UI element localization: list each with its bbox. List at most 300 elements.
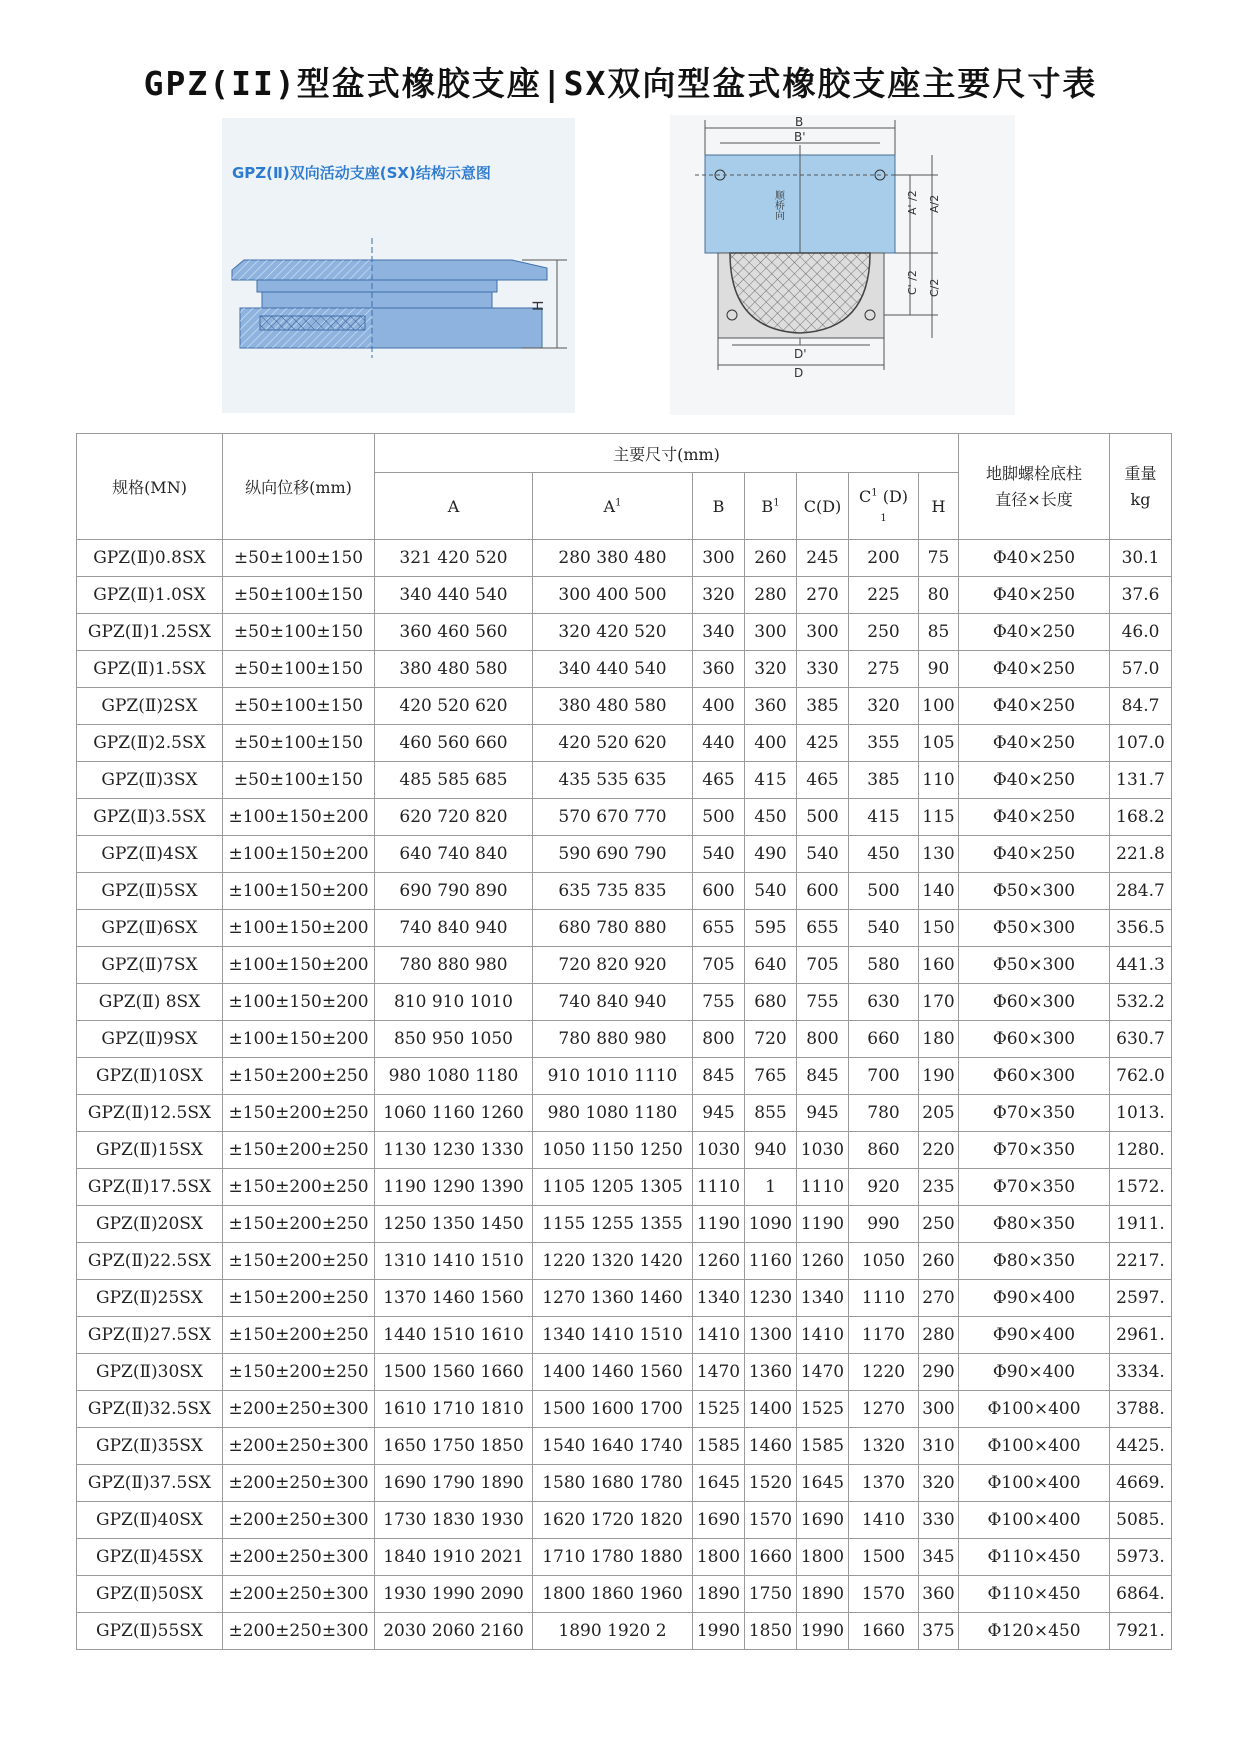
cell-a1: 1155 1255 1355 (533, 1206, 693, 1243)
cell-spec: GPZ(Ⅱ)4SX (77, 836, 223, 873)
cell-c1: 580 (849, 947, 919, 984)
cell-anchor-bolt: Φ40×250 (959, 688, 1110, 725)
cell-h: 110 (919, 762, 959, 799)
table-row (77, 540, 1172, 577)
cell-spec: GPZ(Ⅱ)6SX (77, 910, 223, 947)
cell-cd: 1800 (797, 1539, 849, 1576)
cell-cd: 1890 (797, 1576, 849, 1613)
cell-spec: GPZ(Ⅱ)9SX (77, 1021, 223, 1058)
header-c1-paren: (D) (882, 487, 909, 506)
cell-weight: 630.7 (1110, 1021, 1172, 1058)
cell-spec: GPZ(Ⅱ)22.5SX (77, 1243, 223, 1280)
cell-a: 1650 1750 1850 (375, 1428, 533, 1465)
cell-h: 310 (919, 1428, 959, 1465)
cell-displacement: ±200±250±300 (223, 1428, 375, 1465)
cell-c1: 1170 (849, 1317, 919, 1354)
table-row (77, 1206, 1172, 1243)
cell-cd: 1645 (797, 1465, 849, 1502)
cell-anchor-bolt: Φ50×300 (959, 910, 1110, 947)
header-b1 (745, 473, 797, 540)
cell-b1: 1360 (745, 1354, 797, 1391)
cell-anchor-bolt: Φ70×350 (959, 1169, 1110, 1206)
structure-diagram (222, 118, 575, 413)
cell-spec: GPZ(Ⅱ)10SX (77, 1058, 223, 1095)
table-row (77, 1354, 1172, 1391)
dim-c1-label: C' /2 (906, 270, 919, 295)
cell-cd: 425 (797, 725, 849, 762)
cell-c1: 630 (849, 984, 919, 1021)
cell-a1: 590 690 790 (533, 836, 693, 873)
dim-b1-label: B' (794, 130, 806, 144)
cell-c1: 1370 (849, 1465, 919, 1502)
cell-c1: 660 (849, 1021, 919, 1058)
header-a1-sup: 1 (615, 497, 622, 509)
table-row (77, 1465, 1172, 1502)
cell-a1: 1540 1640 1740 (533, 1428, 693, 1465)
cell-displacement: ±150±200±250 (223, 1243, 375, 1280)
cell-spec: GPZ(Ⅱ)1.0SX (77, 577, 223, 614)
dim-d1-label: D' (794, 347, 807, 361)
cell-spec: GPZ(Ⅱ)30SX (77, 1354, 223, 1391)
cell-spec: GPZ(Ⅱ)3.5SX (77, 799, 223, 836)
cell-c1: 1270 (849, 1391, 919, 1428)
cell-h: 160 (919, 947, 959, 984)
cell-displacement: ±150±200±250 (223, 1280, 375, 1317)
cell-c1: 355 (849, 725, 919, 762)
cell-displacement: ±200±250±300 (223, 1391, 375, 1428)
cell-c1: 250 (849, 614, 919, 651)
cell-h: 205 (919, 1095, 959, 1132)
header-b1-text: B (761, 496, 774, 516)
cell-c1: 1500 (849, 1539, 919, 1576)
dim-d-label: D (794, 366, 804, 380)
cell-b: 755 (693, 984, 745, 1021)
cell-a: 460 560 660 (375, 725, 533, 762)
table-row (77, 910, 1172, 947)
cell-a: 1930 1990 2090 (375, 1576, 533, 1613)
cell-b1: 1750 (745, 1576, 797, 1613)
cell-spec: GPZ(Ⅱ)55SX (77, 1613, 223, 1650)
cell-a: 340 440 540 (375, 577, 533, 614)
cell-displacement: ±200±250±300 (223, 1465, 375, 1502)
cell-displacement: ±100±150±200 (223, 1021, 375, 1058)
cell-weight: 2217. (1110, 1243, 1172, 1280)
direction-label: 顺桥向 (772, 190, 784, 220)
cell-b1: 855 (745, 1095, 797, 1132)
cell-a1: 420 520 620 (533, 725, 693, 762)
cell-a: 1730 1830 1930 (375, 1502, 533, 1539)
cell-weight: 30.1 (1110, 540, 1172, 577)
table-row (77, 1280, 1172, 1317)
cell-displacement: ±50±100±150 (223, 540, 375, 577)
cell-anchor-bolt: Φ90×400 (959, 1280, 1110, 1317)
header-weight-line1: 重量 (1124, 463, 1157, 483)
cell-spec: GPZ(Ⅱ)1.25SX (77, 614, 223, 651)
cell-a: 1610 1710 1810 (375, 1391, 533, 1428)
cell-anchor-bolt: Φ40×250 (959, 836, 1110, 873)
cell-displacement: ±150±200±250 (223, 1058, 375, 1095)
cell-displacement: ±50±100±150 (223, 762, 375, 799)
cell-b1: 1230 (745, 1280, 797, 1317)
cell-cd: 845 (797, 1058, 849, 1095)
cell-cd: 270 (797, 577, 849, 614)
cell-a: 980 1080 1180 (375, 1058, 533, 1095)
cell-b1: 280 (745, 577, 797, 614)
cell-c1: 1050 (849, 1243, 919, 1280)
table-row (77, 688, 1172, 725)
header-h: H (919, 473, 959, 540)
cell-c1: 860 (849, 1132, 919, 1169)
cell-h: 330 (919, 1502, 959, 1539)
cell-a1: 1400 1460 1560 (533, 1354, 693, 1391)
cell-h: 320 (919, 1465, 959, 1502)
cell-h: 300 (919, 1391, 959, 1428)
cell-b1: 640 (745, 947, 797, 984)
cell-b: 400 (693, 688, 745, 725)
cell-a1: 680 780 880 (533, 910, 693, 947)
cell-a: 740 840 940 (375, 910, 533, 947)
cell-spec: GPZ(Ⅱ)20SX (77, 1206, 223, 1243)
cell-h: 105 (919, 725, 959, 762)
cell-displacement: ±150±200±250 (223, 1095, 375, 1132)
cell-b: 340 (693, 614, 745, 651)
cell-spec: GPZ(Ⅱ)32.5SX (77, 1391, 223, 1428)
cell-anchor-bolt: Φ40×250 (959, 577, 1110, 614)
cell-a1: 720 820 920 (533, 947, 693, 984)
table-row (77, 799, 1172, 836)
dim-b-label: B (795, 115, 804, 129)
cell-h: 90 (919, 651, 959, 688)
cell-anchor-bolt: Φ70×350 (959, 1095, 1110, 1132)
cell-cd: 1525 (797, 1391, 849, 1428)
table-row (77, 1576, 1172, 1613)
cell-anchor-bolt: Φ90×400 (959, 1317, 1110, 1354)
cell-h: 250 (919, 1206, 959, 1243)
cell-h: 280 (919, 1317, 959, 1354)
dim-h-label: H (531, 300, 547, 311)
cell-b: 1890 (693, 1576, 745, 1613)
cell-spec: GPZ(Ⅱ)17.5SX (77, 1169, 223, 1206)
cell-h: 375 (919, 1613, 959, 1650)
header-main-dimensions: 主要尺寸(mm) (375, 434, 959, 473)
cell-anchor-bolt: Φ40×250 (959, 540, 1110, 577)
cell-c1: 450 (849, 836, 919, 873)
cell-weight: 4425. (1110, 1428, 1172, 1465)
dim-c-label: C/2 (928, 278, 941, 297)
cell-b: 1690 (693, 1502, 745, 1539)
cell-anchor-bolt: Φ50×300 (959, 947, 1110, 984)
cell-b1: 320 (745, 651, 797, 688)
cell-a: 380 480 580 (375, 651, 533, 688)
cell-b: 440 (693, 725, 745, 762)
cell-anchor-bolt: Φ110×450 (959, 1539, 1110, 1576)
cell-cd: 800 (797, 1021, 849, 1058)
table-row (77, 1428, 1172, 1465)
cell-a1: 380 480 580 (533, 688, 693, 725)
cell-displacement: ±50±100±150 (223, 725, 375, 762)
cell-displacement: ±50±100±150 (223, 688, 375, 725)
cell-spec: GPZ(Ⅱ)2SX (77, 688, 223, 725)
cell-b: 800 (693, 1021, 745, 1058)
cell-a1: 1620 1720 1820 (533, 1502, 693, 1539)
cell-b: 1470 (693, 1354, 745, 1391)
cell-b1: 400 (745, 725, 797, 762)
cell-weight: 356.5 (1110, 910, 1172, 947)
cell-displacement: ±150±200±250 (223, 1354, 375, 1391)
cell-anchor-bolt: Φ100×400 (959, 1391, 1110, 1428)
cell-a1: 780 880 980 (533, 1021, 693, 1058)
cell-c1: 415 (849, 799, 919, 836)
table-row (77, 984, 1172, 1021)
table-body (77, 540, 1172, 1650)
cell-cd: 755 (797, 984, 849, 1021)
table-row (77, 1539, 1172, 1576)
cell-anchor-bolt: Φ120×450 (959, 1613, 1110, 1650)
cell-weight: 441.3 (1110, 947, 1172, 984)
cell-weight: 168.2 (1110, 799, 1172, 836)
cell-b: 705 (693, 947, 745, 984)
table-row (77, 1317, 1172, 1354)
page-title: GPZ(II)型盆式橡胶支座|SX双向型盆式橡胶支座主要尺寸表 (143, 64, 1098, 103)
cell-h: 85 (919, 614, 959, 651)
cell-a: 1500 1560 1660 (375, 1354, 533, 1391)
cell-b: 1585 (693, 1428, 745, 1465)
cell-displacement: ±100±150±200 (223, 984, 375, 1021)
cell-anchor-bolt: Φ40×250 (959, 762, 1110, 799)
cell-cd: 1990 (797, 1613, 849, 1650)
cell-cd: 1030 (797, 1132, 849, 1169)
cell-cd: 500 (797, 799, 849, 836)
cell-c1: 990 (849, 1206, 919, 1243)
cell-b1: 360 (745, 688, 797, 725)
cell-c1: 320 (849, 688, 919, 725)
cell-spec: GPZ(Ⅱ)37.5SX (77, 1465, 223, 1502)
cell-b1: 940 (745, 1132, 797, 1169)
cell-c1: 1570 (849, 1576, 919, 1613)
dimension-table (76, 433, 1172, 1650)
cell-anchor-bolt: Φ100×400 (959, 1465, 1110, 1502)
cell-b: 600 (693, 873, 745, 910)
cell-a: 1190 1290 1390 (375, 1169, 533, 1206)
cell-h: 140 (919, 873, 959, 910)
cell-displacement: ±100±150±200 (223, 799, 375, 836)
cell-b1: 1160 (745, 1243, 797, 1280)
cell-h: 150 (919, 910, 959, 947)
cell-cd: 1690 (797, 1502, 849, 1539)
cell-cd: 945 (797, 1095, 849, 1132)
cell-a1: 635 735 835 (533, 873, 693, 910)
table-row (77, 1132, 1172, 1169)
cell-a1: 1105 1205 1305 (533, 1169, 693, 1206)
cell-cd: 245 (797, 540, 849, 577)
cell-a1: 300 400 500 (533, 577, 693, 614)
cell-spec: GPZ(Ⅱ)2.5SX (77, 725, 223, 762)
cell-h: 190 (919, 1058, 959, 1095)
cell-a: 1310 1410 1510 (375, 1243, 533, 1280)
cell-anchor-bolt: Φ60×300 (959, 1058, 1110, 1095)
cell-anchor-bolt: Φ40×250 (959, 725, 1110, 762)
cell-b: 1645 (693, 1465, 745, 1502)
header-a1 (533, 473, 693, 540)
cell-anchor-bolt: Φ80×350 (959, 1243, 1110, 1280)
cell-h: 115 (919, 799, 959, 836)
cell-a1: 1580 1680 1780 (533, 1465, 693, 1502)
cell-weight: 1280. (1110, 1132, 1172, 1169)
header-b: B (693, 473, 745, 540)
cell-a: 1440 1510 1610 (375, 1317, 533, 1354)
cell-cd: 330 (797, 651, 849, 688)
cell-a1: 980 1080 1180 (533, 1095, 693, 1132)
header-c1-text: C (858, 487, 872, 506)
cell-b: 1800 (693, 1539, 745, 1576)
cell-c1: 200 (849, 540, 919, 577)
table-row (77, 651, 1172, 688)
cell-b1: 595 (745, 910, 797, 947)
cell-weight: 4669. (1110, 1465, 1172, 1502)
cell-b: 1030 (693, 1132, 745, 1169)
cell-b1: 300 (745, 614, 797, 651)
cell-cd: 540 (797, 836, 849, 873)
cell-a: 1130 1230 1330 (375, 1132, 533, 1169)
cell-cd: 385 (797, 688, 849, 725)
cell-anchor-bolt: Φ40×250 (959, 614, 1110, 651)
cell-b: 845 (693, 1058, 745, 1095)
cell-weight: 284.7 (1110, 873, 1172, 910)
cell-b1: 720 (745, 1021, 797, 1058)
cell-displacement: ±150±200±250 (223, 1132, 375, 1169)
cell-weight: 532.2 (1110, 984, 1172, 1021)
cell-displacement: ±50±100±150 (223, 577, 375, 614)
cell-b: 1410 (693, 1317, 745, 1354)
cell-displacement: ±50±100±150 (223, 651, 375, 688)
cell-c1: 1410 (849, 1502, 919, 1539)
cell-cd: 1110 (797, 1169, 849, 1206)
dim-a1-label: A' /2 (906, 190, 919, 215)
cell-c1: 225 (849, 577, 919, 614)
cell-c1: 780 (849, 1095, 919, 1132)
cell-spec: GPZ(Ⅱ)3SX (77, 762, 223, 799)
cell-displacement: ±100±150±200 (223, 910, 375, 947)
cell-b: 655 (693, 910, 745, 947)
cell-spec: GPZ(Ⅱ)25SX (77, 1280, 223, 1317)
cell-cd: 1340 (797, 1280, 849, 1317)
cell-cd: 1260 (797, 1243, 849, 1280)
table-row (77, 1613, 1172, 1650)
cell-a: 780 880 980 (375, 947, 533, 984)
cell-b: 1260 (693, 1243, 745, 1280)
cell-anchor-bolt: Φ40×250 (959, 651, 1110, 688)
cell-displacement: ±200±250±300 (223, 1613, 375, 1650)
header-cd: C(D) (797, 473, 849, 540)
cell-a: 1690 1790 1890 (375, 1465, 533, 1502)
cell-anchor-bolt: Φ100×400 (959, 1502, 1110, 1539)
cell-h: 290 (919, 1354, 959, 1391)
cell-b1: 1 (745, 1169, 797, 1206)
cell-anchor-bolt: Φ60×300 (959, 1021, 1110, 1058)
cell-spec: GPZ(Ⅱ)12.5SX (77, 1095, 223, 1132)
cell-a1: 320 420 520 (533, 614, 693, 651)
cell-c1: 385 (849, 762, 919, 799)
cell-h: 75 (919, 540, 959, 577)
cell-displacement: ±100±150±200 (223, 947, 375, 984)
cell-a1: 435 535 635 (533, 762, 693, 799)
table-row (77, 1169, 1172, 1206)
cell-displacement: ±50±100±150 (223, 614, 375, 651)
cell-h: 260 (919, 1243, 959, 1280)
cell-a1: 280 380 480 (533, 540, 693, 577)
header-c1 (849, 473, 919, 540)
table-row (77, 725, 1172, 762)
cell-a: 620 720 820 (375, 799, 533, 836)
cell-a1: 1800 1860 1960 (533, 1576, 693, 1613)
cell-c1: 275 (849, 651, 919, 688)
table-row (77, 1095, 1172, 1132)
cell-c1: 920 (849, 1169, 919, 1206)
cell-a1: 1500 1600 1700 (533, 1391, 693, 1428)
table-row (77, 836, 1172, 873)
cell-b: 945 (693, 1095, 745, 1132)
cell-weight: 7921. (1110, 1613, 1172, 1650)
cell-b1: 1520 (745, 1465, 797, 1502)
table-row (77, 873, 1172, 910)
cell-b1: 490 (745, 836, 797, 873)
cell-weight: 1572. (1110, 1169, 1172, 1206)
cell-cd: 705 (797, 947, 849, 984)
cell-displacement: ±100±150±200 (223, 836, 375, 873)
cell-weight: 1013. (1110, 1095, 1172, 1132)
cell-weight: 3788. (1110, 1391, 1172, 1428)
cell-a: 420 520 620 (375, 688, 533, 725)
cell-anchor-bolt: Φ70×350 (959, 1132, 1110, 1169)
cell-weight: 84.7 (1110, 688, 1172, 725)
cell-b1: 1460 (745, 1428, 797, 1465)
cell-a: 321 420 520 (375, 540, 533, 577)
cell-c1: 500 (849, 873, 919, 910)
header-a: A (375, 473, 533, 540)
cell-weight: 107.0 (1110, 725, 1172, 762)
header-a1-text: A (603, 496, 616, 516)
cell-displacement: ±100±150±200 (223, 873, 375, 910)
cell-b1: 1300 (745, 1317, 797, 1354)
cell-a: 2030 2060 2160 (375, 1613, 533, 1650)
cell-b: 465 (693, 762, 745, 799)
cell-spec: GPZ(Ⅱ)35SX (77, 1428, 223, 1465)
cell-spec: GPZ(Ⅱ)1.5SX (77, 651, 223, 688)
cell-b: 1110 (693, 1169, 745, 1206)
dim-a-label: A/2 (928, 194, 941, 213)
cell-spec: GPZ(Ⅱ)15SX (77, 1132, 223, 1169)
cell-weight: 57.0 (1110, 651, 1172, 688)
cell-a1: 740 840 940 (533, 984, 693, 1021)
cell-cd: 465 (797, 762, 849, 799)
cell-spec: GPZ(Ⅱ)5SX (77, 873, 223, 910)
figure-caption: GPZ(Ⅱ)双向活动支座(SX)结构示意图 (232, 164, 491, 182)
cell-h: 235 (919, 1169, 959, 1206)
table-row (77, 1391, 1172, 1428)
cell-a: 1370 1460 1560 (375, 1280, 533, 1317)
cell-weight: 5973. (1110, 1539, 1172, 1576)
cell-a: 810 910 1010 (375, 984, 533, 1021)
cell-a1: 1340 1410 1510 (533, 1317, 693, 1354)
cell-b1: 765 (745, 1058, 797, 1095)
cell-anchor-bolt: Φ100×400 (959, 1428, 1110, 1465)
table-row (77, 577, 1172, 614)
cell-b1: 450 (745, 799, 797, 836)
cell-a1: 570 670 770 (533, 799, 693, 836)
table-row (77, 762, 1172, 799)
cell-anchor-bolt: Φ50×300 (959, 873, 1110, 910)
cell-weight: 37.6 (1110, 577, 1172, 614)
